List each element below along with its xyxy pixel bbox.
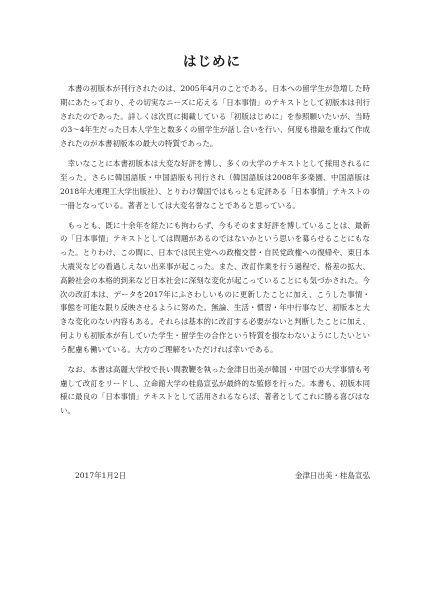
paragraph-2: 幸いなことに本書初版本は大変な好評を博し、多くの大学のテキストとして採用されるに至った。さらに韓国語版・中国語版も刊行され（韓国語版は2008年多楽園、中国語版は2018年大連理工大学出版社）、とりわけ韓国ではもっとも定評ある「日本事情」テキストの一冊となっている。著者としては大変名誉なことであると思っている。 — [60, 159, 370, 210]
paragraph-1: 本書の初版本が刊行されたのは、2005年4月のことである。日本への留学生が急増した時期にあたっており、その切実なニーズに応える「日本事情」のテキストとして初版本は刊行されたのであった。詳しくは次頁に掲載している「初版はじめに」を参照願いたいが、当時の3〜4年生だった日本人学生と数多くの留学生が話し合いを行い、何度も推敲を重ねて作成されたのが本書初版本の最大の特質であった。 — [60, 84, 370, 149]
date-text: 2017年1月2日 — [75, 471, 127, 480]
page-title: はじめに — [183, 54, 241, 70]
signature-line — [60, 469, 370, 483]
paragraph-4: なお、本書は高麗大学校で長い間教鞭を執った金津日出美が韓国・中国での大学事情も考慮して改訂をリードし、立命館大学の桂島宣弘が最終的な監修を行った。本書も、初版本同様に最良の「日本事情」テキストとして活用されるならば、著者としてこれに勝る喜びはない。 — [60, 364, 370, 416]
body-text — [60, 82, 370, 424]
authors-text: 金津日出美・桂島宣弘 — [295, 471, 370, 480]
paragraph-3: もっとも、既に十余年を経たにも拘わらず、今もそのまま好評を博していることは、最新の「日本事情」テキストとしては問題があるのではないかという思いを募らせることにもなった。とりわけ、この間に、日本では民主党への政権交替・自民党政権への復帰や、東日本大震災などの看過しえない出来事が起こった。また、改訂作業を行う過程で、格差の拡大、高齢社会の本格的到来など日本社会に深刻な変化が起こっていることにも気づかされた。今次の改訂本は、データを2017年にふさわしいものに更新したことに加え、こうした事情・事態を可能な限り反映させるように努めた。無論、生活・慣習・年中行事など、初版本と大きな変化のない内容もある。それらは基本的に改訂する必要がないと判断したことに加え、何よりも初版本が有していた学生・留学生の合作という特質を損なわないようにしたいという配慮も働いている。大方のご理解をいただければ幸いである。 — [60, 220, 370, 354]
